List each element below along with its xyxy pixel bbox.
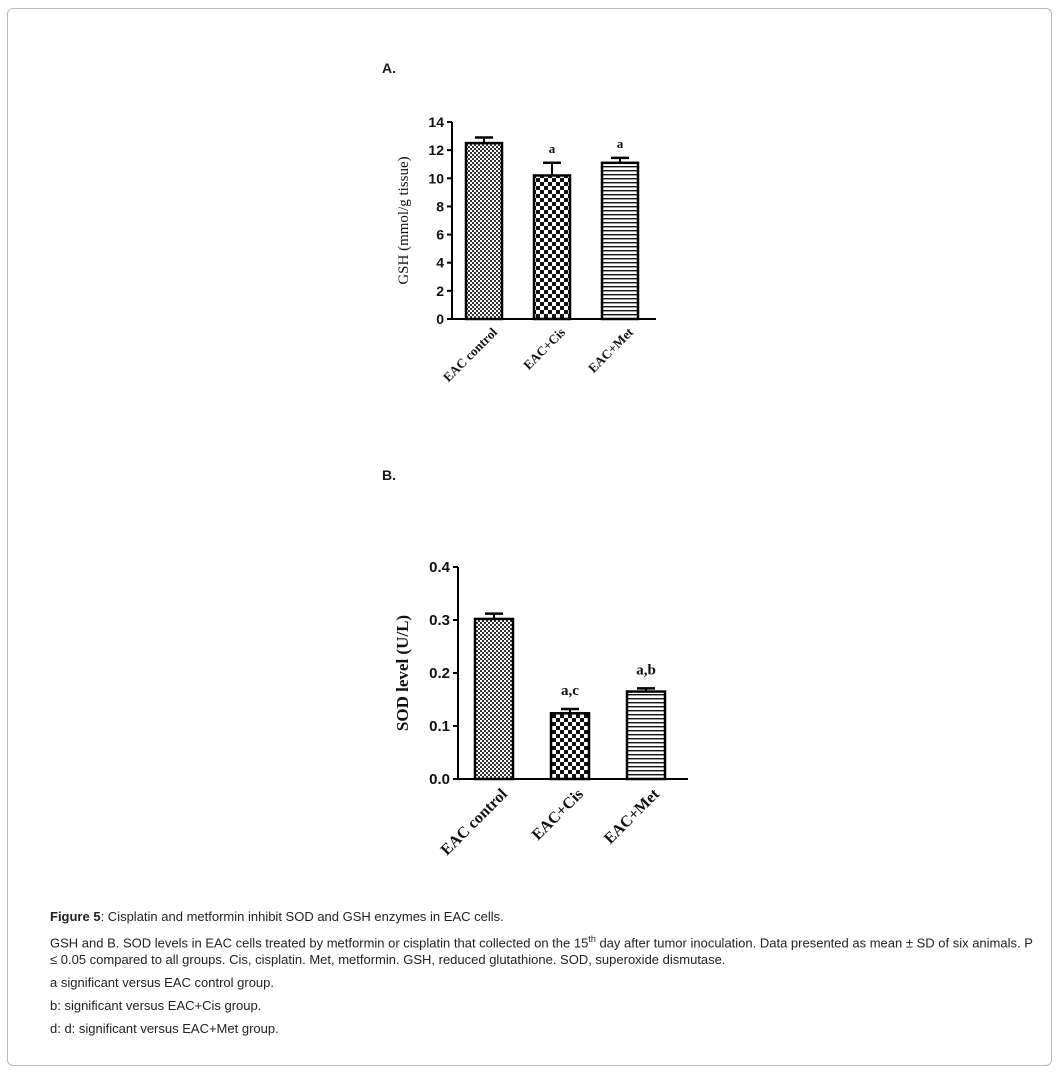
- y-tick-label: 0.1: [429, 718, 450, 735]
- caption-body: [50, 931, 1040, 968]
- y-axis-label: GSH (mmol/g tissue): [396, 156, 412, 285]
- y-tick-label: 0.3: [429, 612, 450, 629]
- y-tick-label: 2: [436, 282, 444, 299]
- bar: [534, 175, 570, 319]
- y-tick-label: 0: [436, 311, 444, 327]
- x-tick-label: EAC control: [437, 785, 511, 859]
- bar: [551, 713, 589, 779]
- y-tick-label: 14: [428, 114, 444, 130]
- caption-body-part1: GSH and B. SOD levels in EAC cells treated by metformin or cisplatin that collected on the 15: [50, 935, 589, 951]
- y-axis-label: SOD level (U/L): [393, 614, 412, 732]
- y-tick-label: 0.2: [429, 665, 450, 682]
- x-tick-label: EAC control: [439, 324, 501, 385]
- y-tick-label: 10: [428, 170, 444, 187]
- bar: [627, 692, 665, 779]
- y-tick-label: 4: [436, 254, 444, 271]
- x-tick-label: EAC+Met: [601, 785, 663, 848]
- caption-note-b: b: significant versus EAC+Cis group.: [50, 998, 262, 1014]
- figure-caption: [50, 908, 1040, 1043]
- x-tick-label: EAC+Cis: [528, 785, 587, 844]
- x-tick-label: EAC+Cis: [520, 324, 569, 373]
- y-tick-label: 12: [428, 142, 444, 159]
- sod-bar-chart: [380, 550, 700, 890]
- bar: [602, 163, 638, 319]
- caption-title: [50, 908, 1040, 925]
- significance-label: a: [548, 140, 556, 156]
- panel-b-label: B.: [382, 467, 396, 483]
- caption-body-part2: day after tumor inoculation. Data presented as mean ± SD of six animals. P ≤ 0.05 compared to all groups. Cis, cisplatin. Met, metformin. GSH, reduced glutathione. SOD, superoxide dismutase.: [50, 935, 1033, 968]
- caption-title-rest: : Cisplatin and metformin inhibit SOD and GSH enzymes in EAC cells.: [100, 909, 504, 924]
- y-tick-label: 8: [436, 198, 444, 215]
- significance-label: a: [616, 135, 624, 151]
- caption-note-a: a significant versus EAC control group.: [50, 975, 274, 991]
- caption-note-d: d: d: significant versus EAC+Met group.: [50, 1021, 279, 1037]
- y-tick-label: 0.0: [429, 771, 450, 788]
- bar: [466, 143, 502, 319]
- significance-label: a,c: [561, 683, 579, 700]
- y-tick-label: 6: [436, 226, 444, 243]
- caption-body-sup: th: [588, 934, 596, 944]
- caption-title-bold: Figure 5: [50, 909, 101, 924]
- panel-a-label: A.: [382, 60, 396, 76]
- gsh-bar-chart: [380, 110, 680, 410]
- bar: [475, 619, 513, 779]
- x-tick-label: EAC+Met: [585, 324, 637, 376]
- significance-label: a,b: [636, 662, 656, 679]
- y-tick-label: 0.4: [429, 559, 450, 576]
